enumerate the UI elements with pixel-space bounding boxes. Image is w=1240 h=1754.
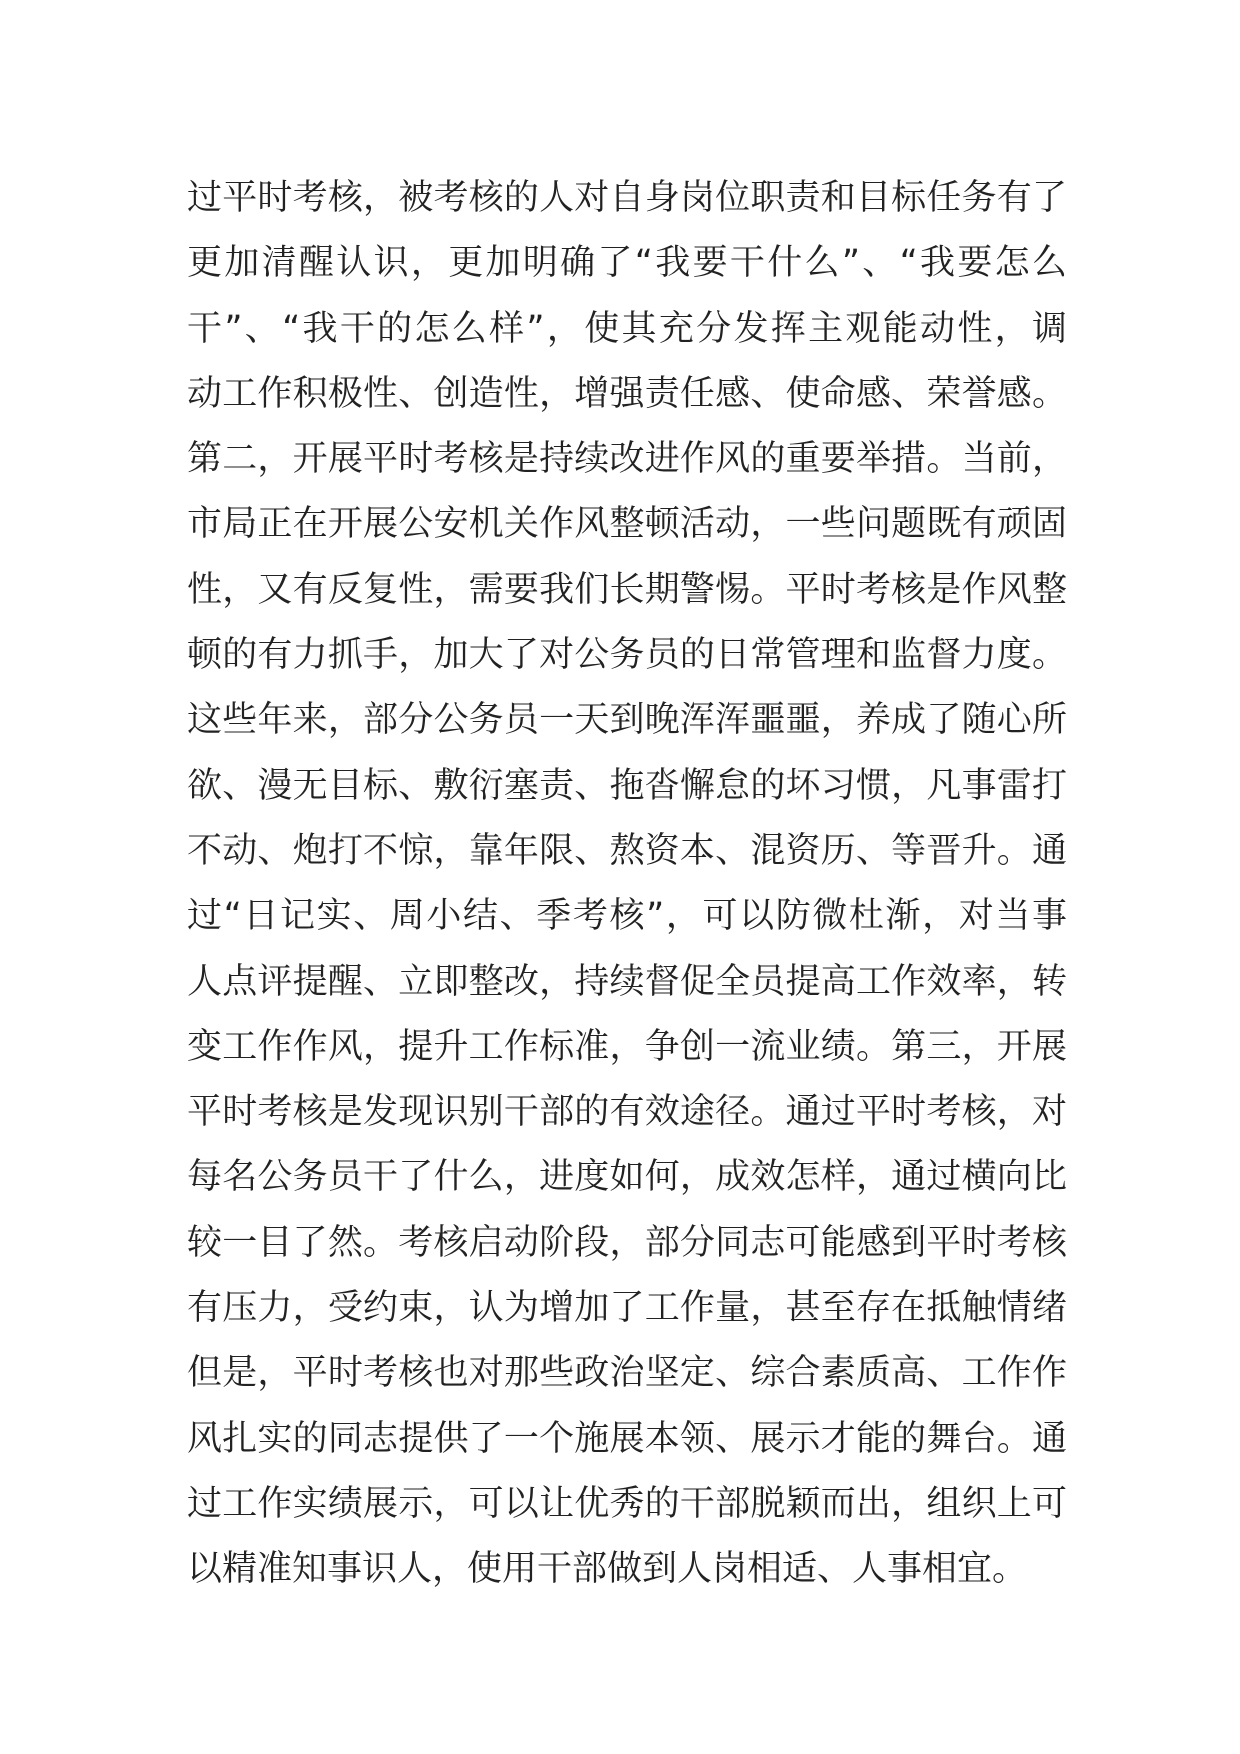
text-line: 风扎实的同志提供了一个施展本领、展示才能的舞台。通	[187, 1418, 1067, 1459]
text-line: 动工作积极性、创造性，增强责任感、使命感、荣誉感。	[187, 373, 1067, 414]
text-line: 人点评提醒、立即整改，持续督促全员提高工作效率，转	[187, 961, 1067, 1002]
text-line: 干”、“我干的怎么样”，使其充分发挥主观能动性，调	[187, 308, 1067, 349]
body-paragraph	[187, 166, 1067, 1603]
text-line: 过平时考核，被考核的人对自身岗位职责和目标任务有了	[187, 178, 1067, 218]
text-line: 每名公务员干了什么，进度如何，成效怎样，通过横向比	[187, 1157, 1067, 1198]
text-line: 不动、炮打不惊，靠年限、熬资本、混资历、等晋升。通	[187, 830, 1067, 871]
text-line: 过工作实绩展示，可以让优秀的干部脱颖而出，组织上可	[187, 1483, 1067, 1524]
text-line: 这些年来，部分公务员一天到晚浑浑噩噩，养成了随心所	[187, 700, 1067, 741]
text-line: 过“日记实、周小结、季考核”，可以防微杜渐，对当事	[187, 896, 1067, 937]
text-line: 有压力，受约束，认为增加了工作量，甚至存在抵触情绪	[187, 1288, 1067, 1329]
text-line: 更加清醒认识，更加明确了“我要干什么”、“我要怎么	[187, 243, 1067, 284]
text-line: 但是，平时考核也对那些政治坚定、综合素质高、工作作	[187, 1353, 1067, 1394]
text-line: 市局正在开展公安机关作风整顿活动，一些问题既有顽固	[187, 504, 1067, 545]
text-line: 欲、漫无目标、敷衍塞责、拖沓懈怠的坏习惯，凡事雷打	[187, 765, 1067, 806]
text-line: 以精准知事识人，使用干部做到人岗相适、人事相宜。	[187, 1549, 1028, 1590]
text-line: 性，又有反复性，需要我们长期警惕。平时考核是作风整	[187, 569, 1067, 610]
text-line: 顿的有力抓手，加大了对公务员的日常管理和监督力度。	[187, 635, 1067, 676]
text-line: 较一目了然。考核启动阶段，部分同志可能感到平时考核	[187, 1222, 1067, 1263]
text-line: 变工作作风，提升工作标准，争创一流业绩。第三，开展	[187, 1026, 1067, 1067]
text-line: 平时考核是发现识别干部的有效途径。通过平时考核，对	[187, 1092, 1067, 1133]
text-line: 第二，开展平时考核是持续改进作风的重要举措。当前，	[187, 439, 1067, 480]
